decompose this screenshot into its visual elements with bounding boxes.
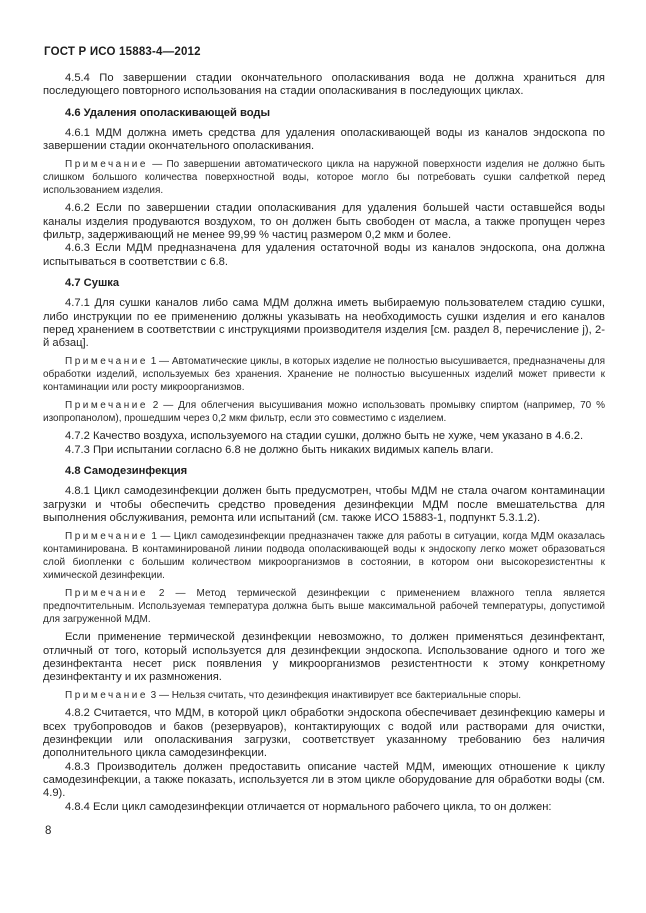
body-paragraph: 4.6.2 Если по завершении стадии ополаскивания для удаления большей части оставшейся воды каналы изделия продуваются воздухом, то он должен быть свободен от масла, а также пропущен через фильтр, задерживающий не менее 99,99 % частиц размером 0,2 мкм и более. bbox=[43, 202, 605, 242]
section-heading: 4.6 Удаления ополаскивающей воды bbox=[65, 106, 271, 119]
note-label: Примечание bbox=[65, 356, 148, 368]
note-label: Примечание bbox=[65, 690, 148, 702]
body-paragraph: 4.7.1 Для сушки каналов либо сама МДМ должна иметь выбираемую пользователем стадию сушки, либо инструкции по ее применению должны указывать на необходимость сушки изделия и его каналов перед хранением в соответствии с инструкциями производителя изделия [см. раздел 8, перечисление j), 2-й абзац]. bbox=[43, 297, 605, 350]
section-heading: 4.7 Сушка bbox=[65, 276, 120, 289]
note-label: Примечание bbox=[65, 588, 148, 600]
note-label: Примечание bbox=[65, 159, 148, 171]
note-paragraph: Примечание 3 — Нельзя считать, что дезинфекция инактивирует все бактериальные споры. bbox=[65, 690, 522, 702]
document-content bbox=[43, 72, 605, 814]
body-paragraph: 4.6.3 Если МДМ предназначена для удаления остаточной воды из каналов эндоскопа, она должна испытываться в соответствии с 6.8. bbox=[43, 242, 605, 268]
body-paragraph: Если применение термической дезинфекции невозможно, то должен применяться дезинфектант, отличный от того, который используется для дезинфекции эндоскопа. Использование одного и того же дезинфектанта несет риск появления у микроорганизмов резистентности к этому конкретному дезинфектанту и их размножения. bbox=[43, 631, 605, 684]
note-paragraph: Примечание 1 — Цикл самодезинфекции предназначен также для работы в ситуации, когда МДМ оказалась контаминирована. В контаминированой линии подвода ополаскивающей воды к эндоскопу легко может образоваться слой биопленки с большим количеством микроорганизмов в состоянии, в котором они высокорезистентны к химической дезинфекции. bbox=[43, 531, 605, 582]
document-header: ГОСТ Р ИСО 15883-4—2012 bbox=[44, 46, 201, 58]
body-paragraph: 4.7.3 При испытании согласно 6.8 не должно быть никаких видимых капель влаги. bbox=[65, 443, 494, 456]
body-paragraph: 4.8.2 Считается, что МДМ, в которой цикл обработки эндоскопа обеспечивает дезинфекцию камеры и всех трубопроводов и баков (резервуаров), контактирующих с водой или растворами для очистки, дезинфекции или ополаскивания загрузки, соответствует указанному требованию без наличия дополнительного цикла самодезинфекции. bbox=[43, 707, 605, 760]
note-paragraph: Примечание 2 — Для облегчения высушивания можно использовать промывку спиртом (например, 70 % изопропанолом), прошедшим через 0,2 мкм фильтр, если это совместимо с изделием. bbox=[43, 400, 605, 425]
note-paragraph: Примечание 1 — Автоматические циклы, в которых изделие не полностью высушивается, предназначены для обработки изделий, используемых без хранения. Хранение не полностью высушенных изделий может привести к контаминации или росту микроорганизмов. bbox=[43, 356, 605, 394]
body-paragraph: 4.8.4 Если цикл самодезинфекции отличается от нормального рабочего цикла, то он должен: bbox=[65, 800, 552, 813]
note-paragraph: Примечание — По завершении автоматического цикла на наружной поверхности изделия не должно быть слишком большого количества поверхностной воды, которое могло бы потребовать сушки салфеткой перед использованием изделия. bbox=[43, 159, 605, 197]
page-number: 8 bbox=[45, 825, 52, 837]
body-paragraph: 4.8.1 Цикл самодезинфекции должен быть предусмотрен, чтобы МДМ не стала очагом контаминации загрузки и чтобы обеспечить средство проведения дезинфекции МДМ после вмешательства для выполнения обслуживания, ремонта или испытаний (см. также ИСО 15883-1, подпункт 5.3.1.2). bbox=[43, 485, 605, 524]
note-paragraph: Примечание 2 — Метод термической дезинфекции с применением влажного тепла является предпочтительным. Используемая температура должна быть выше максимальной рабочей температуры, допустимой для загруженной МДМ. bbox=[43, 588, 605, 626]
body-paragraph: 4.6.1 МДМ должна иметь средства для удаления ополаскивающей воды из каналов эндоскопа по завершении стадии окончательного ополаскивания. bbox=[43, 126, 605, 153]
note-label: Примечание bbox=[65, 531, 148, 543]
note-label: Примечание bbox=[65, 400, 148, 412]
section-heading: 4.8 Самодезинфекция bbox=[65, 465, 188, 478]
body-paragraph: 4.7.2 Качество воздуха, используемого на стадии сушки, должно быть не хуже, чем указано в 4.6.2. bbox=[65, 430, 584, 443]
body-paragraph: 4.5.4 По завершении стадии окончательного ополаскивания вода не должна храниться для последующего повторного использования на стадии ополаскивания в последующих циклах. bbox=[43, 72, 605, 98]
body-paragraph: 4.8.3 Производитель должен предоставить описание частей МДМ, имеющих отношение к циклу самодезинфекции, а также показать, используется ли в этом цикле оборудование для обработки воды (см. 4.9). bbox=[43, 760, 605, 800]
